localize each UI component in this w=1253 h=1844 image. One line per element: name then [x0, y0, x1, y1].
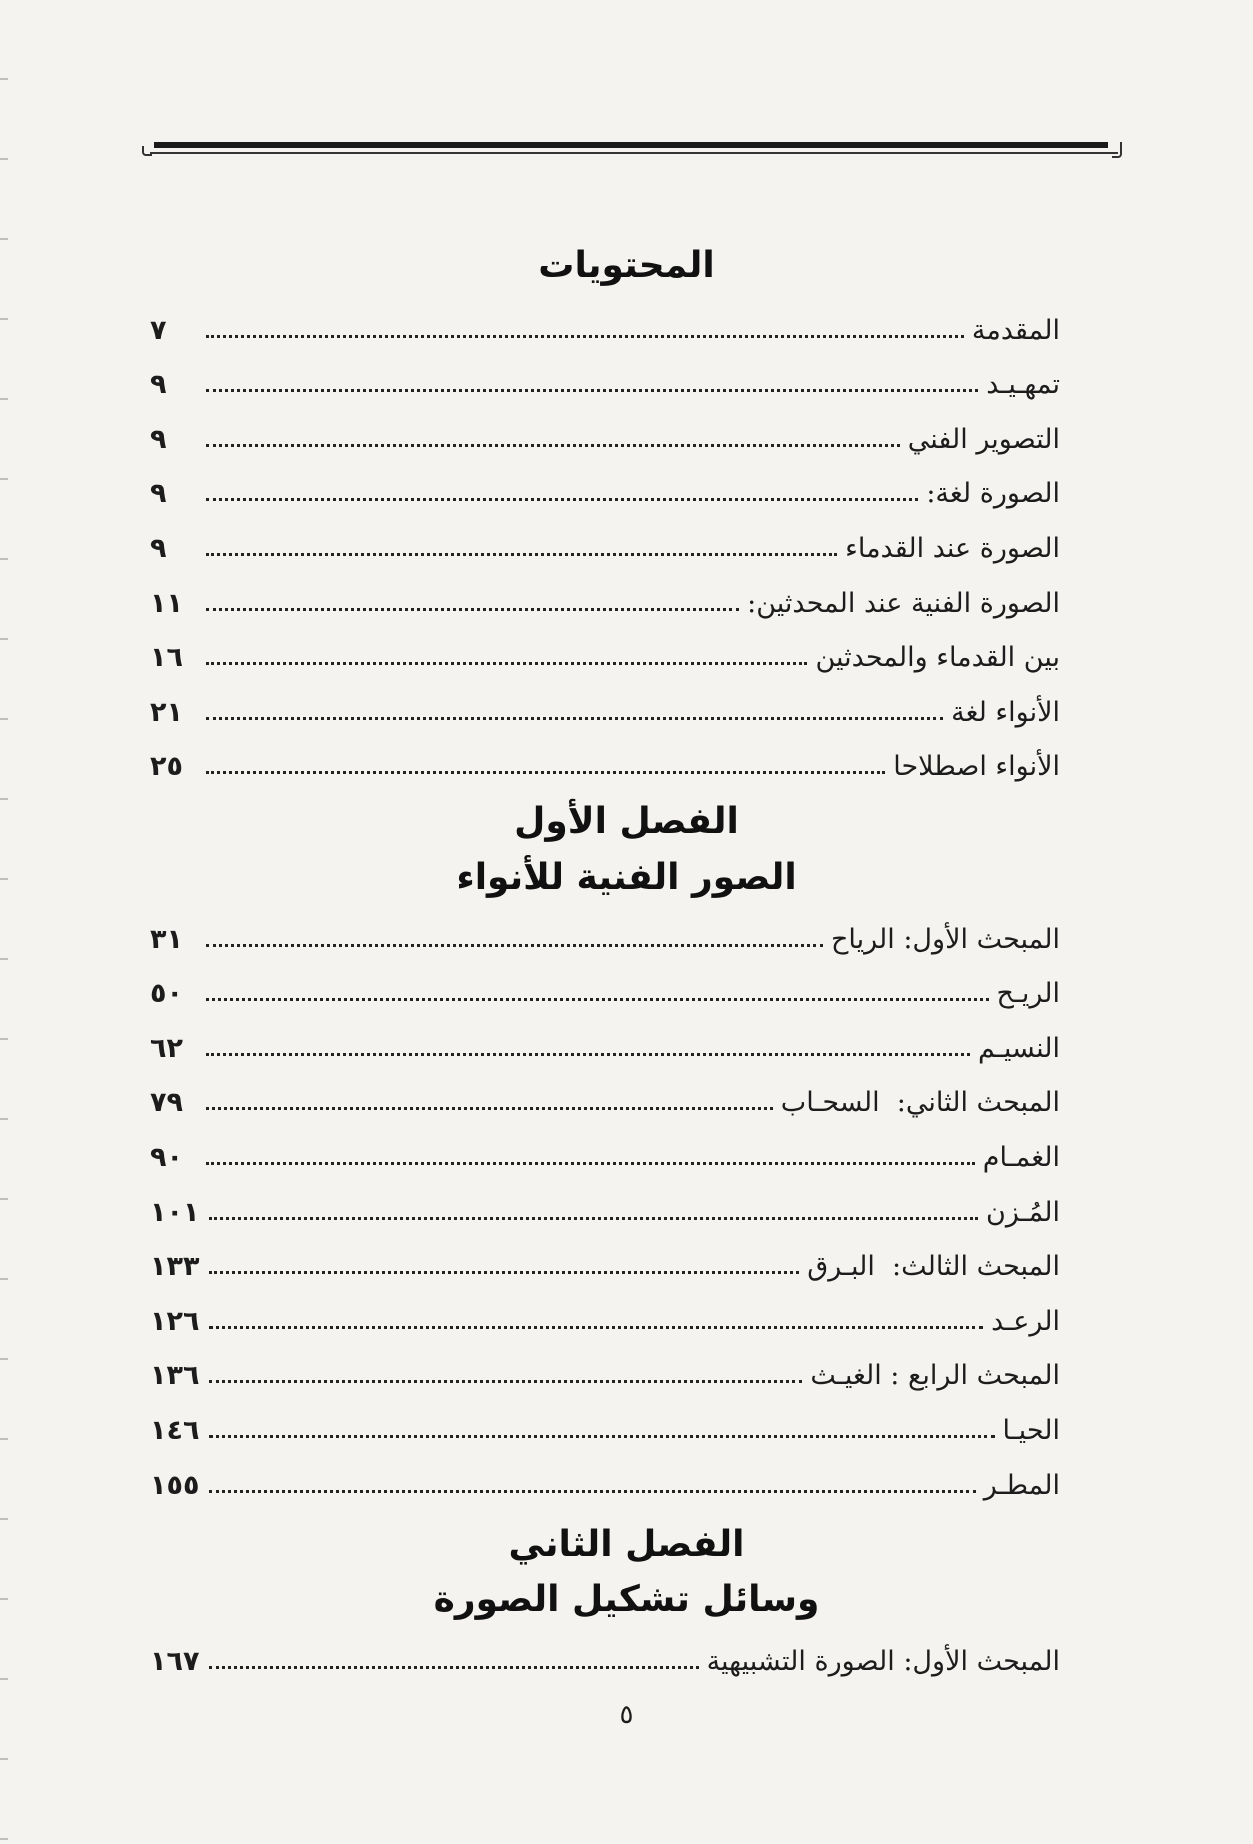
toc-entry-title: المطـر — [983, 1469, 1060, 1501]
dot-leader — [206, 1162, 975, 1165]
toc-entry[interactable] — [150, 1448, 1060, 1503]
dot-leader — [206, 662, 807, 665]
dot-leader — [206, 1053, 970, 1056]
toc-page-number: ١٦٧ — [150, 1645, 200, 1677]
dot-leader — [206, 608, 739, 611]
toc-page-number: ١٠١ — [150, 1196, 200, 1228]
dot-leader — [209, 1326, 983, 1329]
toc-entry-title: الغمـام — [982, 1141, 1060, 1173]
toc-entry[interactable] — [150, 1120, 1060, 1175]
toc-entry[interactable] — [150, 1230, 1060, 1285]
page-title: المحتويات — [538, 245, 715, 286]
toc-page-number: ١١ — [150, 587, 183, 619]
toc-entry[interactable] — [150, 1393, 1060, 1448]
toc-entry[interactable] — [150, 402, 1060, 457]
toc-entry-title: الصورة عند القدماء — [845, 532, 1060, 564]
chapter2-toc-list — [150, 1624, 1060, 1679]
toc-page-number: ١٢٦ — [150, 1305, 200, 1337]
header-rule-right-hook — [1112, 142, 1122, 158]
toc-entry-title: الريـح — [996, 978, 1060, 1010]
toc-entry-title: المبحث الرابع : الغيـث — [810, 1360, 1060, 1392]
toc-entry[interactable] — [150, 675, 1060, 730]
dot-leader — [206, 944, 823, 947]
dot-leader — [206, 553, 837, 556]
chapter2-subheading: وسائل تشكيل الصورة — [433, 1579, 820, 1620]
toc-entry[interactable] — [150, 621, 1060, 676]
dot-leader — [209, 1490, 975, 1493]
chapter1-heading: الفصل الأول — [514, 801, 739, 842]
chapter2-heading: الفصل الثاني — [508, 1524, 745, 1565]
toc-page-number: ٧ — [150, 314, 167, 346]
toc-entry[interactable] — [150, 1339, 1060, 1394]
toc-entry[interactable] — [150, 1284, 1060, 1339]
toc-page-number: ٢١ — [150, 696, 183, 728]
toc-entry-title: الصورة لغة: — [926, 478, 1060, 510]
toc-entry-title: تمهـيـد — [986, 369, 1060, 401]
toc-page-number: ١٦ — [150, 642, 183, 674]
toc-entry[interactable] — [150, 348, 1060, 403]
toc-entry[interactable] — [150, 902, 1060, 957]
toc-entry-title: بين القدماء والمحدثين — [815, 642, 1060, 674]
toc-entry-title: المبحث الأول: الرياح — [830, 923, 1060, 955]
toc-entry[interactable] — [150, 457, 1060, 512]
toc-page-number: ٩ — [150, 478, 167, 510]
toc-entry-title: المبحث الثالث: البـرق — [807, 1251, 1060, 1283]
toc-entry[interactable] — [150, 511, 1060, 566]
toc-entry-title: المُـزن — [986, 1196, 1060, 1228]
header-rule — [140, 138, 1122, 160]
toc-entry-title: المقدمة — [971, 314, 1060, 346]
toc-page-number: ٥٠ — [150, 978, 183, 1010]
toc-entry[interactable] — [150, 293, 1060, 348]
header-rule-thin-line — [150, 152, 1118, 154]
dot-leader — [209, 1217, 978, 1220]
toc-page-number: ١٤٦ — [150, 1414, 200, 1446]
toc-entry[interactable] — [150, 1066, 1060, 1121]
toc-page-number: ٧٩ — [150, 1087, 183, 1119]
toc-page-number: ٩ — [150, 532, 167, 564]
toc-page-number: ٩٠ — [150, 1141, 183, 1173]
toc-entry[interactable] — [150, 1175, 1060, 1230]
toc-page-number: ١٥٥ — [150, 1469, 200, 1501]
toc-entry[interactable] — [150, 1011, 1060, 1066]
chapter1-toc-list — [150, 902, 1060, 1503]
toc-entry-title: النسيـم — [978, 1032, 1060, 1064]
dot-leader — [209, 1380, 802, 1383]
toc-entry-title: الأنواء لغة — [951, 696, 1060, 728]
dot-leader — [206, 389, 978, 392]
toc-entry-title: الأنواء اصطلاحا — [893, 751, 1060, 783]
header-rule-thick-line — [154, 142, 1108, 148]
toc-page-number: ٢٥ — [150, 751, 183, 783]
dot-leader — [209, 1435, 994, 1438]
toc-entry[interactable] — [150, 566, 1060, 621]
dot-leader — [206, 771, 885, 774]
toc-page-number: ١٣٣ — [150, 1251, 200, 1283]
toc-entry[interactable] — [150, 1624, 1060, 1679]
toc-entry-title: الصورة الفنية عند المحدثين: — [747, 587, 1060, 619]
intro-toc-list — [150, 293, 1060, 784]
toc-entry-title: المبحث الثاني: السحـاب — [780, 1087, 1060, 1119]
toc-entry-title: الرعـد — [991, 1305, 1060, 1337]
dot-leader — [206, 717, 943, 720]
toc-page-number: ٦٢ — [150, 1032, 183, 1064]
toc-page-number: ٩ — [150, 423, 167, 455]
toc-entry[interactable] — [150, 957, 1060, 1012]
dot-leader — [206, 998, 989, 1001]
dot-leader — [209, 1271, 799, 1274]
page-number-folio: ٥ — [619, 1700, 634, 1730]
toc-entry[interactable] — [150, 730, 1060, 785]
toc-entry-title: التصوير الفني — [907, 423, 1060, 455]
dot-leader — [206, 498, 918, 501]
toc-page-number: ٩ — [150, 369, 167, 401]
dot-leader — [206, 444, 900, 447]
dot-leader — [209, 1666, 698, 1669]
toc-entry-title: الحيـا — [1002, 1414, 1060, 1446]
dot-leader — [206, 335, 964, 338]
toc-page-number: ٣١ — [150, 923, 183, 955]
toc-entry-title: المبحث الأول: الصورة التشبيهية — [706, 1645, 1060, 1677]
chapter1-subheading: الصور الفنية للأنواء — [456, 857, 797, 898]
dot-leader — [206, 1107, 773, 1110]
toc-page-number: ١٣٦ — [150, 1360, 200, 1392]
header-rule-left-hook — [142, 146, 152, 156]
